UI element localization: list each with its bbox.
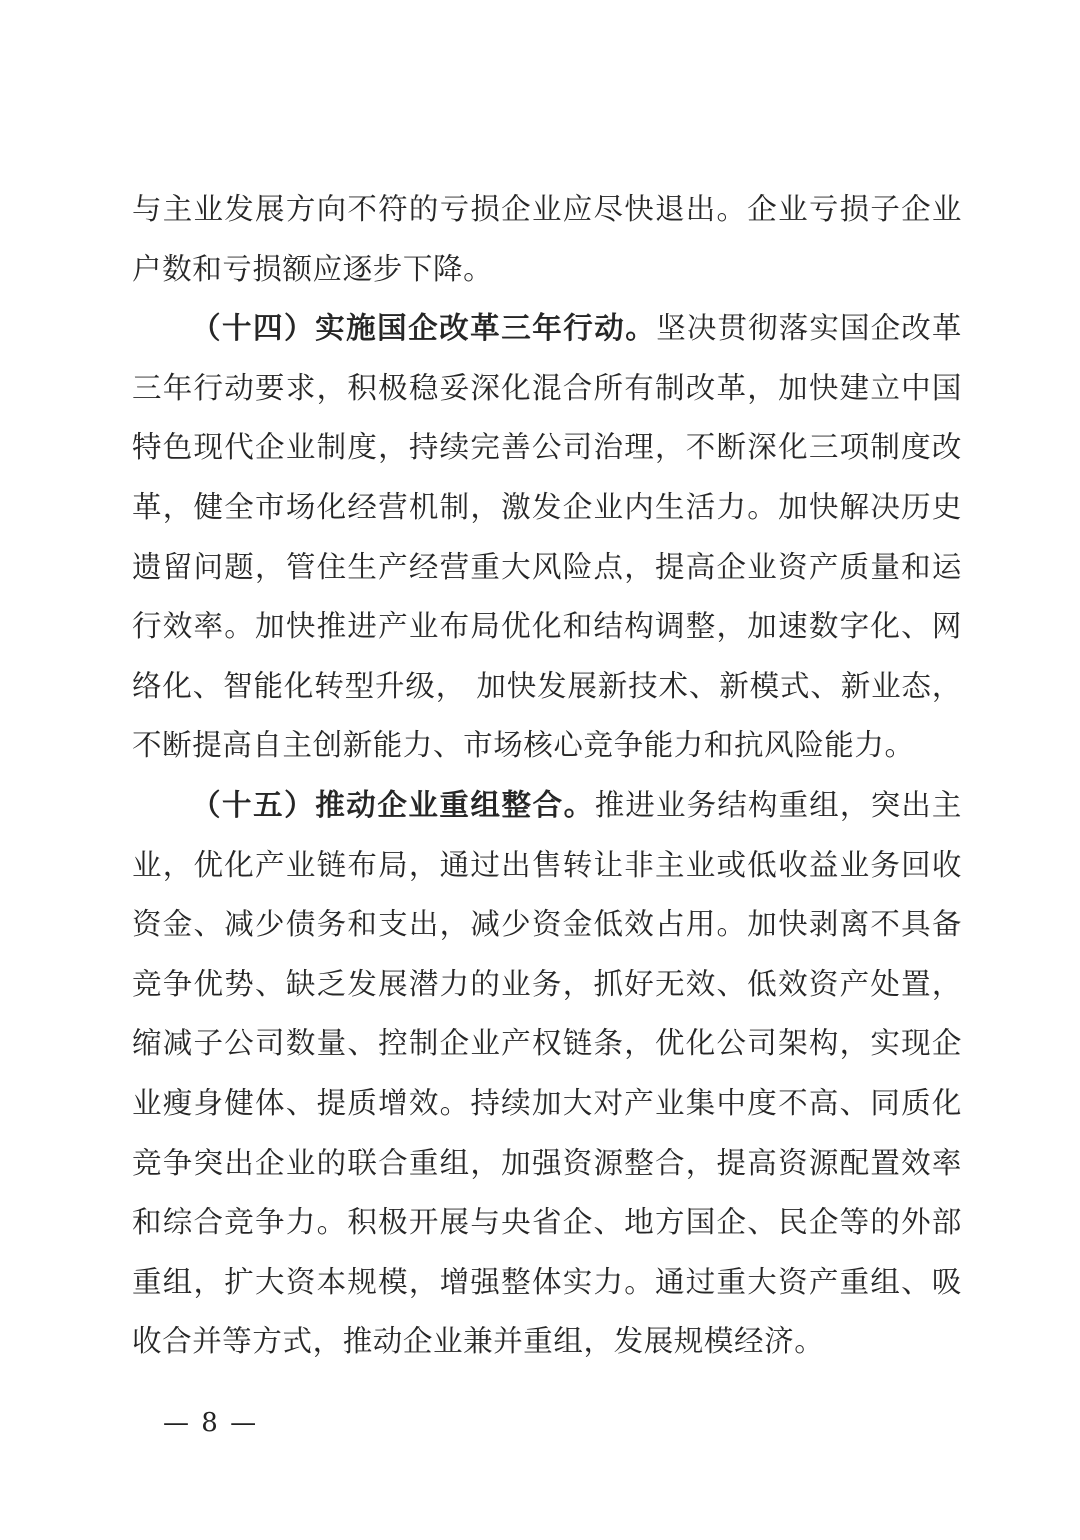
paragraph-text: 推进业务结构重组，突出主业，优化产业链布局，通过出售转让非主业或低收益业务回收资金、减少债务和支出，减少资金低效占用。加快剥离不具备竞争优势、缺乏发展潜力的业务，抓好无效、低效资产处置，缩减子公司数量、控制企业产权链条，优化公司架构，实现企业瘦身健体、提质增效。持续加大对产业集中度不高、同质化竞争突出企业的联合重组，加强资源整合，提高资源配置效率和综合竞争力。积极开展与央省企、地方国企、民企等的外部重组，扩大资本规模，增强整体实力。通过重大资产重组、吸收合并等方式，推动企业兼并重组，发展规模经济。 [132, 787, 962, 1359]
page-number: — 8 — [163, 1408, 259, 1438]
paragraph-text: 坚决贯彻落实国企改革三年行动要求，积极稳妥深化混合所有制改革，加快建立中国特色现代企业制度，持续完善公司治理，不断深化三项制度改革，健全市场化经营机制，激发企业内生活力。加快解决历史遗留问题，管住生产经营重大风险点，提高企业资产质量和运行效率。加快推进产业布局优化和结构调整，加速数字化、网络化、智能化转型升级， 加快发展新技术、新模式、新业态，不断提高自主创新能力、市场核心竞争能力和抗风险能力。 [132, 311, 962, 763]
paragraph-section-15 [132, 776, 962, 1372]
section-heading-15: （十五）推动企业重组整合。 [191, 787, 595, 822]
section-heading-14: （十四）实施国企改革三年行动。 [191, 311, 657, 346]
paragraph-continuation [132, 180, 962, 299]
paragraph-text: 与主业发展方向不符的亏损企业应尽快退出。企业亏损子企业户数和亏损额应逐步下降。 [132, 192, 962, 286]
paragraph-section-14 [132, 299, 962, 776]
document-body [132, 180, 962, 1372]
